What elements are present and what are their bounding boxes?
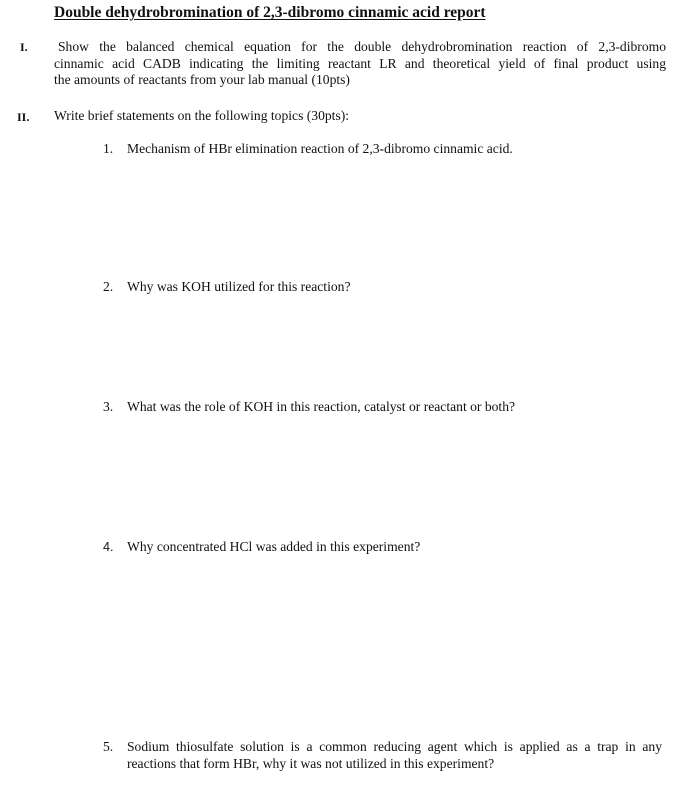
question-4-number: 4. <box>103 540 114 554</box>
question-2-number: 2. <box>103 279 114 294</box>
section-1-numeral: I. <box>20 40 28 54</box>
question-3-text: What was the role of KOH in this reaction, catalyst or reactant or both? <box>127 399 516 414</box>
question-1-text: Mechanism of HBr elimination reaction of 2,3-dibromo cinnamic acid. <box>127 141 513 156</box>
section-2-numeral: II. <box>17 110 30 124</box>
question-3-number: 3. <box>103 399 114 414</box>
question-1-number: 1. <box>103 141 114 156</box>
question-5-number: 5. <box>103 739 114 754</box>
section-1-line-2: cinnamic acid CADB indicating the limiting reactant LR and theoretical yield of final product using <box>54 55 666 71</box>
question-5-line-1: Sodium thiosulfate solution is a common reducing agent which is applied as a trap in any <box>127 739 662 754</box>
section-2-text: Write brief statements on the following topics (30pts): <box>54 108 350 123</box>
section-1-line-1: Show the balanced chemical equation for the double dehydrobromination reaction of 2,3-dibromo <box>58 39 666 54</box>
question-2-text: Why was KOH utilized for this reaction? <box>127 279 351 294</box>
section-1-line-3: the amounts of reactants from your lab manual (10pts) <box>54 72 350 87</box>
question-5-text <box>127 739 662 772</box>
question-5-line-2: reactions that form HBr, why it was not utilized in this experiment? <box>127 755 495 771</box>
page-title: Double dehydrobromination of 2,3-dibromo cinnamic acid report <box>54 4 486 21</box>
section-2-heading <box>54 108 666 125</box>
section-1-paragraph <box>54 39 666 89</box>
question-4-text: Why concentrated HCl was added in this experiment? <box>127 539 421 554</box>
